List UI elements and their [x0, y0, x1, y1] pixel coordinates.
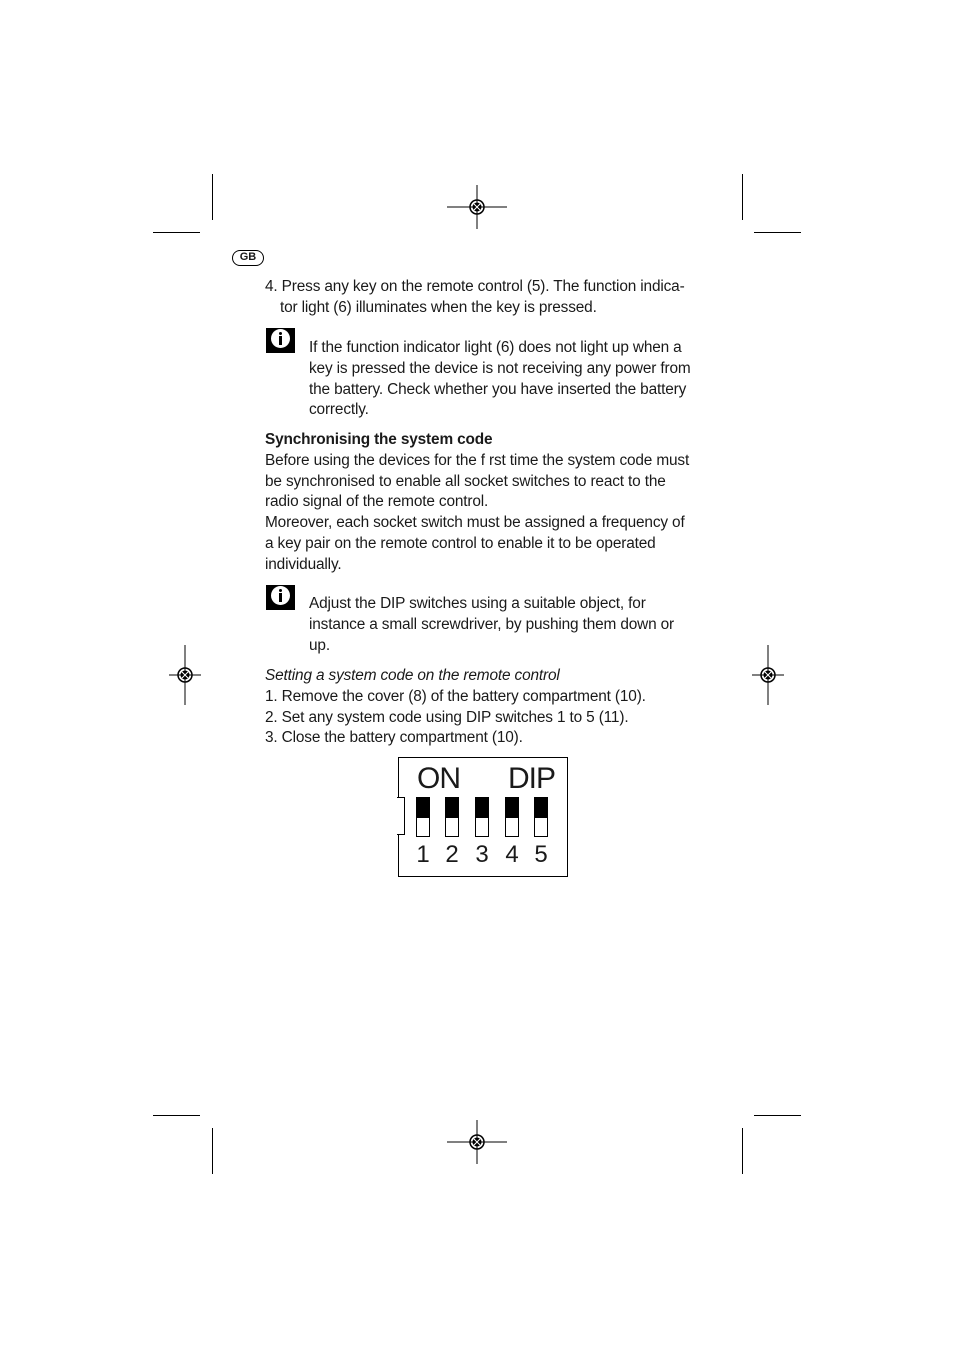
paragraph-line: Moreover, each socket switch must be assigned a frequency of	[265, 514, 685, 532]
remote-section	[265, 666, 646, 749]
paragraph-line: radio signal of the remote control.	[265, 493, 489, 511]
crop-mark	[754, 1115, 801, 1116]
dip-notch	[397, 797, 405, 835]
switch-number: 3	[475, 841, 489, 868]
note-line: Adjust the DIP switches using a suitable object, for	[309, 595, 646, 612]
crop-mark	[153, 1115, 200, 1116]
paragraph-line: be synchronised to enable all socket switches to react to the	[265, 472, 666, 490]
registration-mark-icon	[738, 645, 798, 705]
note-1	[309, 338, 691, 421]
note-line: correctly.	[309, 401, 369, 419]
paragraph-line: individually.	[265, 555, 342, 573]
note-line: up.	[309, 636, 330, 654]
crop-mark	[153, 232, 200, 233]
crop-mark	[212, 174, 213, 220]
crop-mark	[754, 232, 801, 233]
dip-switch-2	[445, 797, 459, 837]
info-icon	[266, 328, 295, 353]
paragraph-line: a key pair on the remote control to enable it to be operated	[265, 534, 656, 552]
step-line: 3. Close the battery compartment (10).	[265, 729, 523, 747]
language-badge: GB	[232, 250, 264, 266]
step-4-line: 4. Press any key on the remote control (5). The function indica-	[265, 278, 685, 295]
registration-mark-icon	[447, 185, 507, 229]
paragraph-line: Before using the devices for the f rst time the system code must	[265, 451, 690, 469]
switch-number: 1	[416, 841, 430, 868]
crop-mark	[742, 174, 743, 220]
subheading: Setting a system code on the remote control	[265, 667, 560, 684]
switch-number: 5	[534, 841, 548, 868]
dip-label: DIP	[508, 762, 556, 795]
dip-switch-4	[505, 797, 519, 837]
info-icon	[266, 585, 295, 610]
dip-switch-5	[534, 797, 548, 837]
sync-section	[265, 430, 689, 576]
on-label: ON	[417, 762, 460, 795]
section-heading: Synchronising the system code	[265, 431, 493, 448]
step-4	[265, 277, 685, 319]
note-2	[309, 594, 674, 656]
registration-mark-icon	[155, 645, 215, 705]
step-line: 1. Remove the cover (8) of the battery compartment (10).	[265, 687, 646, 705]
note-line: the battery. Check whether you have inserted the battery	[309, 380, 687, 398]
note-line: instance a small screwdriver, by pushing them down or	[309, 615, 675, 633]
dip-switch-1	[416, 797, 430, 837]
crop-mark	[212, 1128, 213, 1174]
step-4-line: tor light (6) illuminates when the key is pressed.	[280, 298, 597, 316]
dip-switch-3	[475, 797, 489, 837]
registration-mark-icon	[447, 1120, 507, 1164]
switch-number: 2	[445, 841, 459, 868]
note-line: key is pressed the device is not receiving any power from	[309, 359, 691, 377]
switch-number: 4	[505, 841, 519, 868]
crop-mark	[742, 1128, 743, 1174]
step-line: 2. Set any system code using DIP switches 1 to 5 (11).	[265, 708, 629, 726]
note-line: If the function indicator light (6) does not light up when a	[309, 339, 682, 356]
